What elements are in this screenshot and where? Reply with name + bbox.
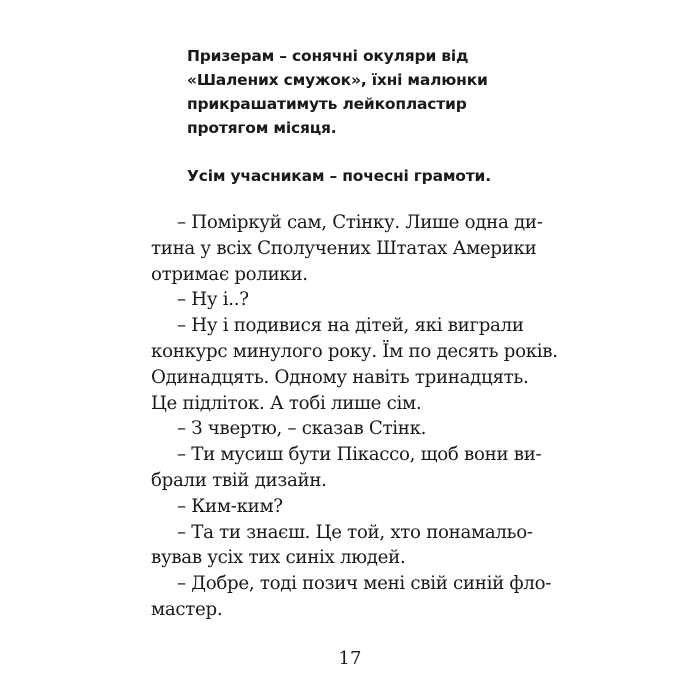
story-line: мастер. — [151, 598, 223, 620]
story-line: тина у всіх Сполучених Штатах Америки — [151, 237, 537, 259]
story-line: – Ти мусиш бути Пікассо, щоб вони ви- — [177, 444, 542, 466]
story-line: – Та ти знаєш. Це той, хто понамальо- — [177, 521, 533, 543]
story-line: – Ким-ким? — [177, 495, 283, 517]
story-line: конкурс минулого року. Їм по десять років. — [151, 340, 558, 362]
story-line: – Добре, тоді позич мені свій синій фло- — [177, 573, 552, 595]
paragraph-gap — [187, 140, 517, 164]
announcement-line: «Шалених смужок», їхні малюнки — [187, 71, 488, 89]
story-line: отримає ролики. — [151, 263, 308, 285]
contest-announcement — [187, 44, 517, 188]
story-line: – З чвертю, – сказав Стінк. — [177, 418, 427, 440]
story-line: – Ну і подивися на дітей, які виграли — [177, 315, 524, 337]
story-line: – Ну і..? — [177, 289, 249, 311]
story-line: брали твій дизайн. — [151, 469, 327, 491]
announcement-line: Усім учасникам – почесні грамоти. — [187, 167, 491, 185]
story-line: – Поміркуй сам, Стінку. Лише одна ди- — [177, 212, 543, 233]
announcement-line: прикрашатимуть лейкопластир — [187, 95, 467, 113]
story-text — [151, 210, 571, 623]
story-line: вував усіх тих синіх людей. — [151, 547, 406, 569]
page-number: 17 — [338, 648, 362, 669]
announcement-line: протягом місяця. — [187, 119, 337, 137]
story-line: Це підліток. А тобі лише сім. — [151, 392, 422, 414]
announcement-line: Призерам – сонячні окуляри від — [187, 47, 469, 65]
story-line: Одинадцять. Одному навіть тринадцять. — [151, 366, 529, 388]
